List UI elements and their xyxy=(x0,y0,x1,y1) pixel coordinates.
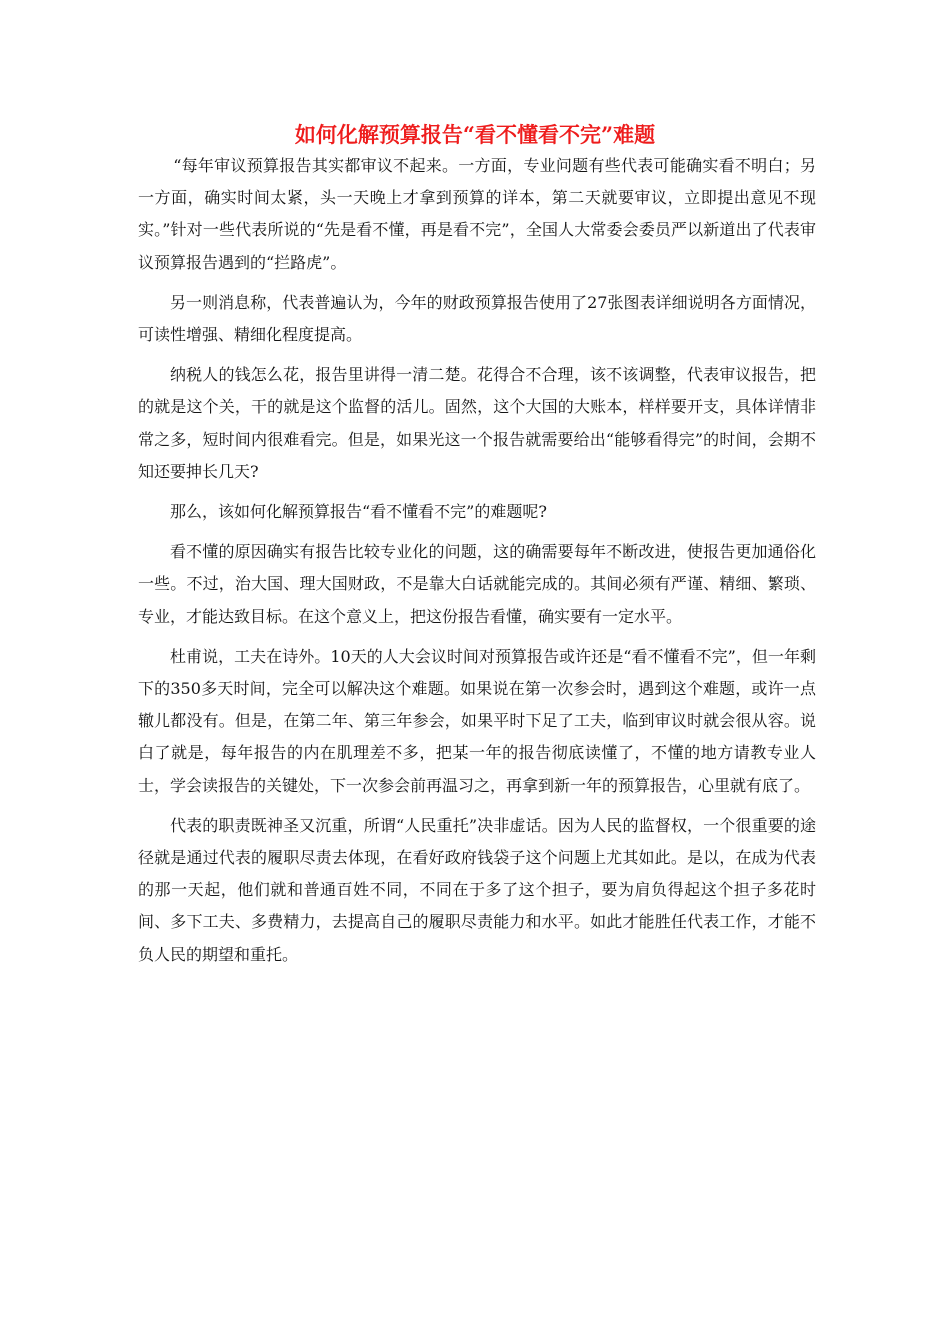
paragraph-5: 看不懂的原因确实有报告比较专业化的问题，这的确需要每年不断改进，使报告更加通俗化一些。不过，治大国、理大国财政，不是靠大白话就能完成的。其间必须有严谨、精细、繁琐、专业，才能达致目标。在这个意义上，把这份报告看懂，确实要有一定水平。 xyxy=(138,542,816,626)
document-body xyxy=(138,150,816,971)
document-title: 如何化解预算报告“看不懂看不完”难题 xyxy=(294,122,656,147)
paragraph-7: 代表的职责既神圣又沉重，所谓“人民重托”决非虚话。因为人民的监督权，一个很重要的途径就是通过代表的履职尽责去体现，在看好政府钱袋子这个问题上尤其如此。是以，在成为代表的那一天起，他们就和普通百姓不同，不同在于多了这个担子，要为肩负得起这个担子多花时间、多下工夫、多费精力，去提高自己的履职尽责能力和水平。如此才能胜任代表工作，才能不负人民的期望和重托。 xyxy=(138,815,816,964)
paragraph-1: “每年审议预算报告其实都审议不起来。一方面，专业问题有些代表可能确实看不明白；另一方面，确实时间太紧，头一天晚上才拿到预算的详本，第二天就要审议，立即提出意见不现实。”针对一些代表所说的“先是看不懂，再是看不完”，全国人大常委会委员严以新道出了代表审议预算报告遇到的“拦路虎”。 xyxy=(138,156,816,272)
paragraph-2: 另一则消息称，代表普遍认为，今年的财政预算报告使用了27张图表详细说明各方面情况，可读性增强、精细化程度提高。 xyxy=(138,292,816,345)
paragraph-4: 那么，该如何化解预算报告“看不懂看不完”的难题呢? xyxy=(170,502,547,522)
paragraph-6: 杜甫说，工夫在诗外。10天的人大会议时间对预算报告或许还是“看不懂看不完”，但一年剩下的350多天时间，完全可以解决这个难题。如果说在第一次参会时，遇到这个难题，或许一点辙儿都没有。但是，在第二年、第三年参会，如果平时下足了工夫，临到审议时就会很从容。说白了就是，每年报告的内在肌理差不多，把某一年的报告彻底读懂了，不懂的地方请教专业人士，学会读报告的关键处，下一次参会前再温习之，再拿到新一年的预算报告，心里就有底了。 xyxy=(138,646,816,795)
paragraph-3: 纳税人的钱怎么花，报告里讲得一清二楚。花得合不合理，该不该调整，代表审议报告，把的就是这个关，干的就是这个监督的活儿。固然，这个大国的大账本，样样要开支，具体详情非常之多，短时间内很难看完。但是，如果光这一个报告就需要给出“能够看得完”的时间，会期不知还要抻长几天? xyxy=(138,365,816,481)
